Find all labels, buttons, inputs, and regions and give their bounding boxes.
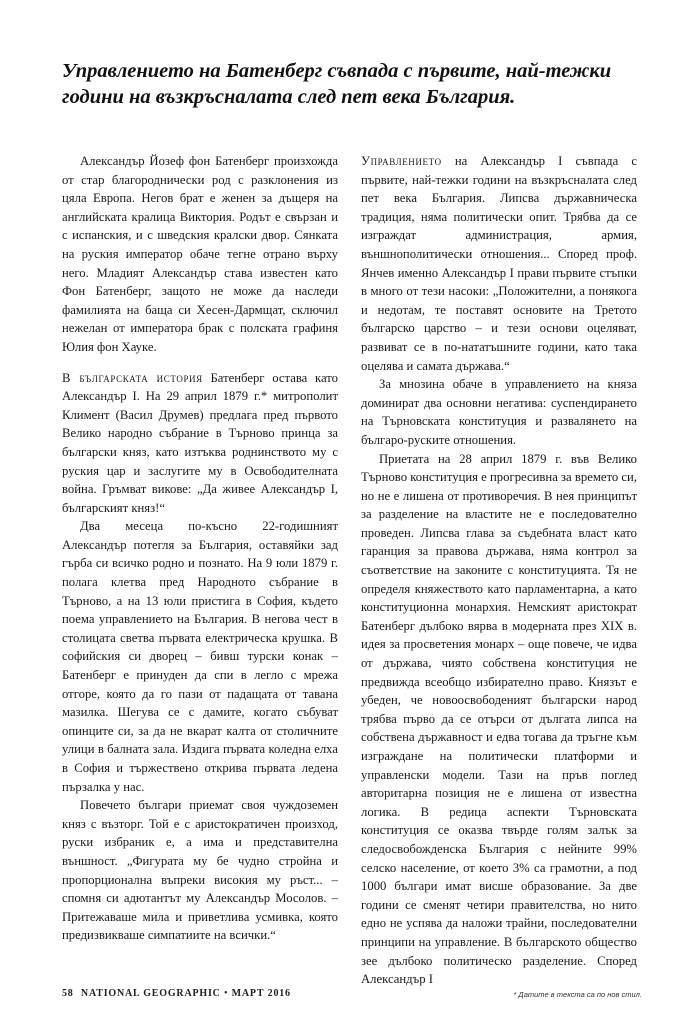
page-number: 58 <box>62 988 74 999</box>
footer-separator: • <box>220 988 232 999</box>
headline <box>62 58 662 110</box>
footnote: * Датите в текста са по нов стил. <box>513 990 642 999</box>
right-column <box>361 152 637 989</box>
section-paragraph <box>62 369 338 518</box>
paragraph: Два месеца по-късно 22-годишният Александър потегля за България, оставяйки зад гърба си всичко родно и познато. На 9 юли 1879 г. полага клетва пред Народното събрание в Търново, а на 13 юли пристига в София, където поема управлението на България. В негова чест в столицата светва първата електрическа крушка. В софийския си дворец – бивш турски конак – Батенберг е принуден да спи в легло с мрежа отгоре, която да го пази от падащата от тавана мазилка. Шегува се с дамите, когато събуват опинците си, за да не вкарат калта от столичните улици в балната зала. Издига първата коледна елха в София и тържествено открива първата ледена пързалка у нас. <box>62 519 338 794</box>
issue-date: МАРТ 2016 <box>231 988 291 999</box>
section-text: на Александър I съвпада с първите, най-тежки години на възкръсналата след пет века България. Липсва държавническа традиция, няма политически опит. Трябва да се изграждат администрация, армия, външнополитически отношения... Според проф. Янчев именно Александър I прави първите стъпки в много от тези насоки: „Положителни, а понякога и недотам, те поставят основите на Третото българско царство – и тези основи оцеляват, развиват се в по-нататъшните години, като така оцелява и самата държава.“ <box>361 154 637 373</box>
section-text: Батенберг остава като Александър I. На 29 април 1879 г.* митрополит Климент (Васил Друмев) предлага пред първото Велико народно събрание в Търново принца за български княз, като изтъква роднинството му с руския цар и заслугите му в Освободителната война. Гръмват викове: „Да живее Александър I, българският княз!“ <box>62 370 338 515</box>
paragraph: Александър Йозеф фон Батенберг произхожда от стар благороднически род с разклонения из цяла Европа. Негов брат е женен за дъщеря на английската кралица Виктория. Родът е свързан и с испанския, и с шведския кралски двор. Сянката на руския император обаче тегне отрано върху него. Младият Александър става известен като Фон Батенберг, защото не може да наследи фамилията на баща си Хесен-Дармщат, сключил нежелан от императора брак с полската графиня Юлия фон Хауке. <box>62 154 338 354</box>
page-footer <box>62 988 291 999</box>
section-lead-in: В българската история <box>62 370 203 385</box>
magazine-name: NATIONAL GEOGRAPHIC <box>80 988 221 999</box>
left-column <box>62 152 338 945</box>
headline-line-2: години на възкръсналата след пет века България. <box>62 86 516 108</box>
section-paragraph <box>361 152 637 375</box>
headline-line-1: Управлението на Батенберг съвпада с първите, най-тежки <box>62 60 612 82</box>
paragraph: Приетата на 28 април 1879 г. във Велико Търново конституция е прогресивна за времето си, но не е лишена от противоречия. В нея принципът за разделение на властите не е последователно проведен. Липсва глава за съдебната власт като гаранция за правова държава, няма контрол за съответствие на законите с конституцията. Тя не определя княжеството като парламентарна, а като конституционна монархия. Немският аристократ Батенберг дълбоко вярва в модерната през XIX в. идея за просветения монарх – още повече, че идва от държава, чиято собствена конституция не предвижда всеобщо избирателно право. Князът е убеден, че новоосвободеният български народ трябва първо да се отърси от дългата липса на собствена държавност и едва тогава да тръгне към изграждане на политически платформи и управленски модели. Тази на пръв поглед авторитарна позиция не е лишена от известна логика. В редица аспекти Търновската конституция се оказва твърде голям залък за следосвобожденска България с нейните 99% селско население, от което 3% са грамотни, а под 1000 българи имат висше образование. За две години се сменят четири правителства, но нито едно не успява да наложи трайни, последователни принципи на управление. В българското общество зее дълбоко политическо разделение. Според Александър I <box>361 451 637 987</box>
section-lead-in: Управлението <box>361 154 442 168</box>
paragraph: Повечето българи приемат своя чуждоземен княз с възторг. Той е с аристократичен произход, руски избраник е, а има и представителна външност. „Фигурата му бе чудно стройна и пропорционална въпреки високия му ръст... – спомня си адютантът му Александър Мосолов. – Притежаваше мила и приветлива усмивка, която предизвикваше симпатиите на всички.“ <box>62 798 338 943</box>
paragraph: За мнозина обаче в управлението на княза доминират два основни негатива: суспендирането на Търновската конституция и развалянето на българо-руските отношения. <box>361 377 637 447</box>
